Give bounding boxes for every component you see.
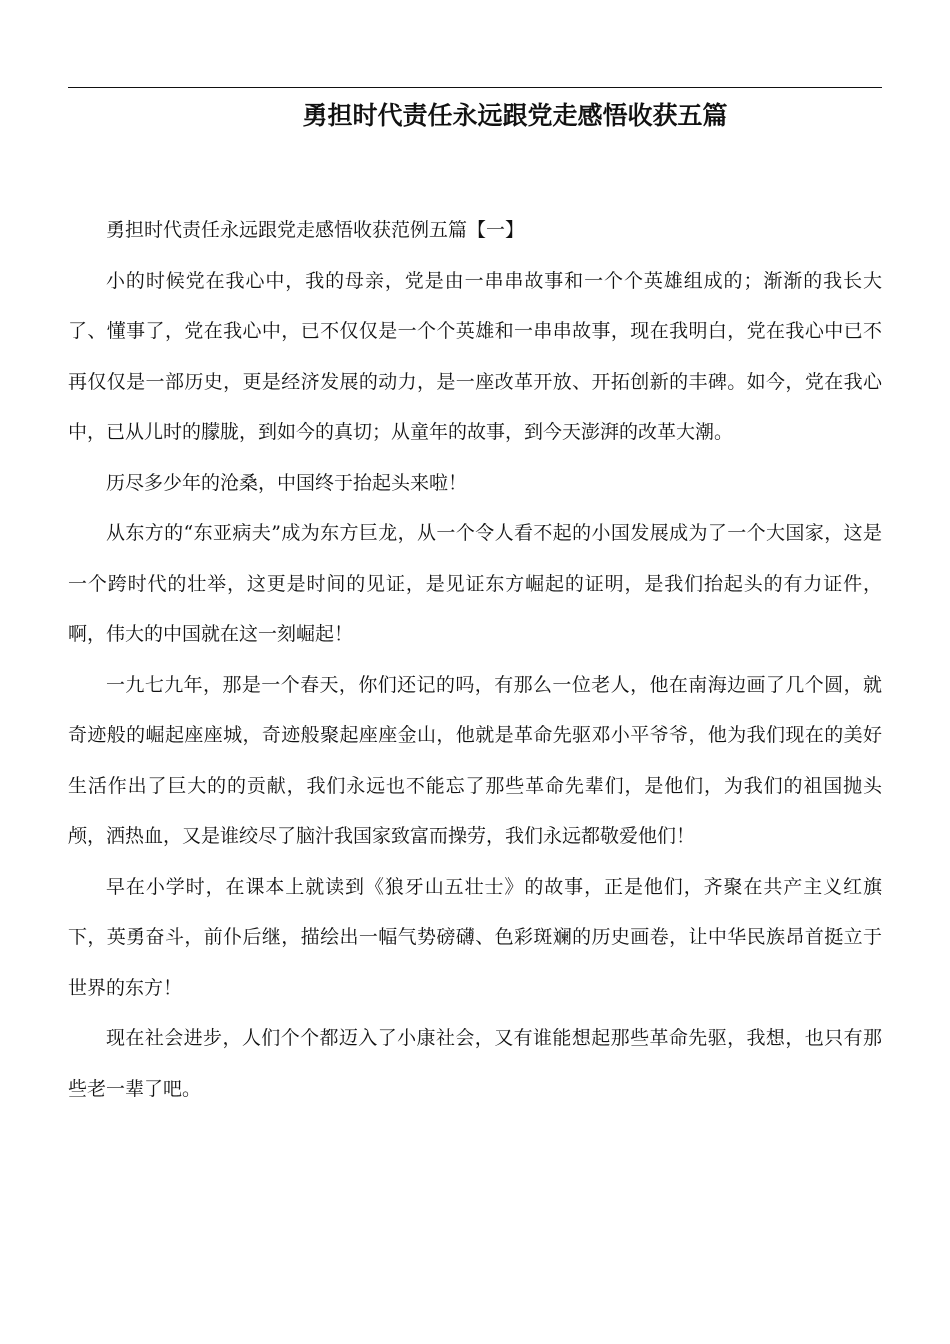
document-body [68,205,882,1114]
paragraph: 一九七九年，那是一个春天，你们还记的吗，有那么一位老人，他在南海边画了几个圆，就奇迹般的崛起座座城，奇迹般聚起座座金山，他就是革命先驱邓小平爷爷，他为我们现在的美好生活作出了巨大的的贡献，我们永远也不能忘了那些革命先辈们，是他们，为我们的祖国抛头颅，洒热血，又是谁绞尽了脑汁我国家致富而操劳，我们永远都敬爱他们！ [68,673,882,847]
paragraph: 早在小学时，在课本上就读到《狼牙山五壮士》的故事，正是他们，齐聚在共产主义红旗下，英勇奋斗，前仆后继，描绘出一幅气势磅礴、色彩斑斓的历史画卷，让中华民族昂首挺立于世界的东方！ [68,875,882,999]
paragraph: 历尽多少年的沧桑，中国终于抬起头来啦！ [106,471,468,494]
paragraph: 小的时候党在我心中，我的母亲，党是由一串串故事和一个个英雄组成的；渐渐的我长大了、懂事了，党在我心中，已不仅仅是一个个英雄和一串串故事，现在我明白，党在我心中已不再仅仅是一部历史，更是经济发展的动力，是一座改革开放、开拓创新的丰碑。如今，党在我心中，已从儿时的朦胧，到如今的真切；从童年的故事，到今天澎湃的改革大潮。 [68,269,882,443]
paragraph: 从东方的“东亚病夫”成为东方巨龙，从一个令人看不起的小国发展成为了一个大国家，这是一个跨时代的壮举，这更是时间的见证，是见证东方崛起的证明，是我们抬起头的有力证件，啊，伟大的中国就在这一刻崛起！ [68,522,882,645]
header-rule [68,87,882,88]
document-title: 勇担时代责任永远跟党走感悟收获五篇 [302,101,728,130]
paragraph: 现在社会进步，人们个个都迈入了小康社会，又有谁能想起那些革命先驱，我想，也只有那些老一辈了吧。 [68,1027,882,1100]
section-heading: 勇担时代责任永远跟党走感悟收获范例五篇【一】 [106,219,525,241]
